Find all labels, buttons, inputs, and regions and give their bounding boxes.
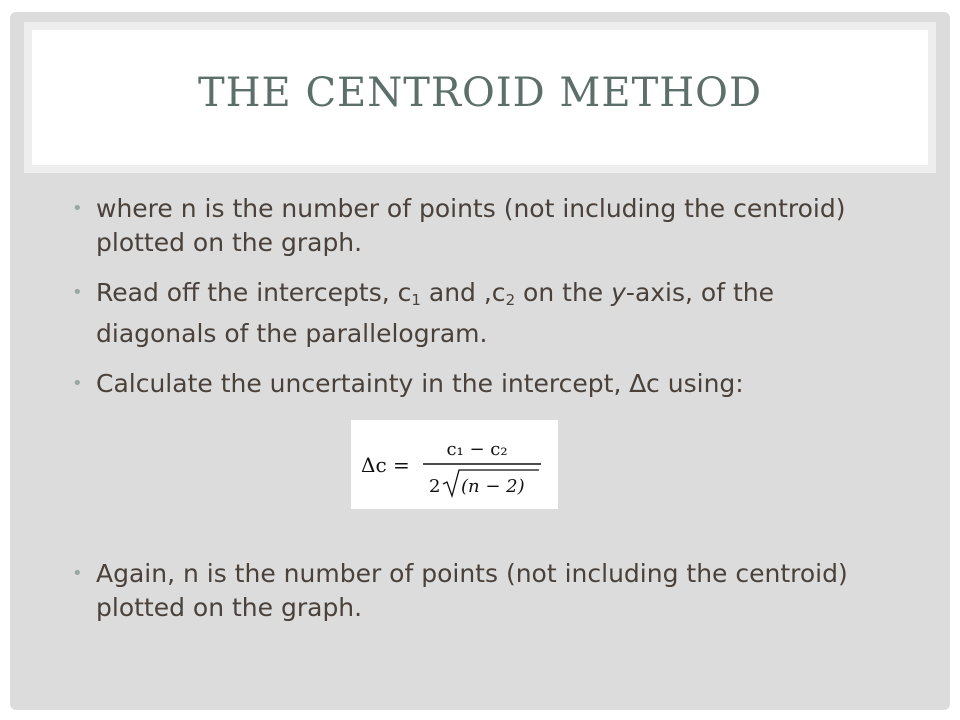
bullet-list — [72, 192, 892, 401]
bullet-item — [72, 557, 916, 625]
subscript: 2 — [505, 291, 516, 309]
italic-y: y — [611, 278, 626, 307]
formula-svg — [351, 420, 558, 509]
slide-title: THE CENTROID METHOD — [197, 70, 763, 116]
bullet-dot-icon: • — [72, 282, 83, 303]
bullet-dot-icon: • — [72, 563, 83, 584]
bullet-text-part: -axis, of the diagonals of the parallelogram. — [96, 278, 774, 348]
bullet-item — [72, 276, 892, 351]
formula-denominator-coef: 2 — [429, 476, 441, 497]
bullet-dot-icon: • — [72, 373, 83, 394]
bullet-text-part: on the — [515, 278, 612, 307]
bullet-item — [72, 192, 892, 260]
bullet-dot-icon: • — [72, 198, 83, 219]
bullet-text: Calculate the uncertainty in the intercept, ∆c using: — [96, 369, 744, 398]
bullet-item — [72, 367, 892, 401]
bullet-text: where n is the number of points (not including the centroid) plotted on the graph. — [96, 194, 846, 257]
bullet-text-part: Read off the intercepts, c — [96, 278, 412, 307]
bullet-text: Again, n is the number of points (not including the centroid) plotted on the graph. — [96, 559, 848, 622]
slide — [10, 12, 950, 710]
formula-numerator: c₁ − c₂ — [446, 439, 508, 460]
formula-lhs: Δc = — [361, 453, 410, 477]
formula-radicand: (n − 2) — [461, 476, 525, 497]
title-box — [32, 30, 928, 165]
bullet-text-part: and ,c — [428, 278, 506, 307]
subscript: 1 — [411, 291, 421, 309]
formula-image — [351, 420, 558, 509]
